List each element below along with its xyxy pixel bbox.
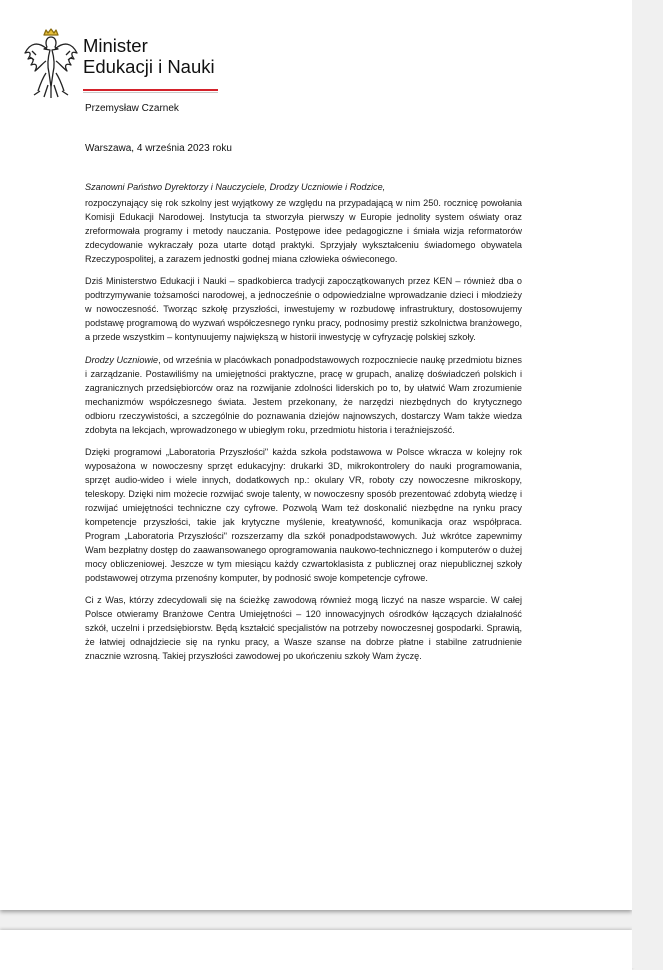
next-page xyxy=(0,930,632,970)
paragraph-2: Dziś Ministerstwo Edukacji i Nauki – spadkobierca tradycji zapoczątkowanych przez KEN – również dba o podtrzymywanie tożsamości narodowej, a jednocześnie o odpowiedzialne wprowadzanie dzieci i młodzieży w nowoczesność. Tworząc szkołę przyszłości, inwestujemy w rozbudowę infrastruktury, dostosowujemy podstawę programową do wyzwań współczesnego rynku pracy, podnosimy prestiż szkolnictwa branżowego, a przede wszystkim – kontynuujemy największą w historii inwestycję w cyfryzację polskiej szkoły. xyxy=(85,276,522,343)
paragraph-3 xyxy=(85,353,522,437)
paragraph-3-text: , od września w placówkach ponadpodstawowych rozpoczniecie naukę przedmiotu biznes i zarządzanie. Postawiliśmy na umiejętności praktyczne, pracę w grupach, analizę doświadczeń polskich i zagranicznych przedsiębiorców oraz na rozwijanie zdolności liderskich po to, by ułatwić Wam zrozumienie mechanizmów współczesnego świata. Jestem przekonany, że narzędzi niezbędnych do krytycznego odbioru rzeczywistości, a szczególnie do poznawania dziejów najnowszych, dostarczy Wam także wiedza zdobyta na lekcjach, wprowadzonego w ubiegłym roku, przedmiotu historia i teraźniejszość. xyxy=(85,354,522,435)
salutation: Szanowni Państwo Dyrektorzy i Nauczyciele, Drodzy Uczniowie i Rodzice, xyxy=(85,182,386,192)
ministry-title-line-2: Edukacji i Nauki xyxy=(83,55,215,77)
paragraph-3-lead: Drodzy Uczniowie xyxy=(85,354,159,365)
paragraph-5: Ci z Was, którzy zdecydowali się na ścieżkę zawodową również mogą liczyć na nasze wsparcie. W całej Polsce otwieramy Branżowe Centra Umiejętności – 120 innowacyjnych ośrodków łączących działalność szkół, uczelni i przedsiębiorstw. Będą kształcić specjalistów na potrzeby nowoczesnej gospodarki. Sprawią, że łatwiej odnajdziecie się na rynku pracy, a Wasze szanse na dobrze płatne i stabilne zatrudnienie znacznie wzrosną. Takiej przyszłości zawodowej po ukończeniu szkoły Wam życzę. xyxy=(85,595,522,662)
ministry-title xyxy=(83,36,215,77)
header-rule-red xyxy=(83,89,218,91)
paragraph-4: Dzięki programowi „Laboratoria Przyszłości" każda szkoła podstawowa w Polsce wkracza w kolejny rok wyposażona w nowoczesny sprzęt edukacyjny: drukarki 3D, mikrokontrolery do nauki programowania, sprzęt audio-wideo i wiele innych, dodatkowych np.: okulary VR, roboty czy nowoczesne mikroskopy, teleskopy. Dzięki nim możecie rozwijać swoje talenty, w nowoczesny sposób prezentować zdobytą wiedzę i rozwijać umiejętności techniczne czy cyfrowe. Pozwolą Wam też doskonalić niezbędne na rynku pracy kompetencje przyszłości, takie jak krytyczne myślenie, kreatywność, komunikacja oraz współpraca. Program „Laboratoria Przyszłości" rozszerzamy dla szkół ponadpodstawowych. Już wkrótce zapewnimy Wam bezpłatny dostęp do zaawansowanego oprogramowania naukowo-technicznego i komputerów o dużej mocy obliczeniowej. Jeszcze w tym miesiącu każdy czwartoklasista z publicznej oraz niepublicznej szkoły podstawowej otrzyma przenośny komputer, by podnosić swoje kompetencje cyfrowe. xyxy=(85,446,522,584)
scrollbar-track[interactable] xyxy=(632,0,663,968)
signer-name: Przemysław Czarnek xyxy=(85,103,179,114)
paragraph-1: rozpoczynający się rok szkolny jest wyjątkowy ze względu na przypadającą w nim 250. rocznicę powołania Komisji Edukacji Narodowej. Instytucja ta stworzyła pierwszy w Europie jednolity system oświaty oraz zreformowała programy i metody nauczania. Postępowe idee pedagogiczne i śmiała wizja reformatorów zdecydowanie wykraczały poza utarte dotąd praktyki. Sprzyjały wykształceniu świadomego obywatela Rzeczypospolitej, a zarazem jednostki godnej miana człowieka oświeconego. xyxy=(85,198,522,265)
eagle-emblem-icon xyxy=(22,27,80,99)
header-rule-gray xyxy=(83,92,218,93)
ministry-title-line-1: Minister xyxy=(83,35,148,56)
letter-date: Warszawa, 4 września 2023 roku xyxy=(85,143,232,154)
letter-body xyxy=(85,180,522,672)
